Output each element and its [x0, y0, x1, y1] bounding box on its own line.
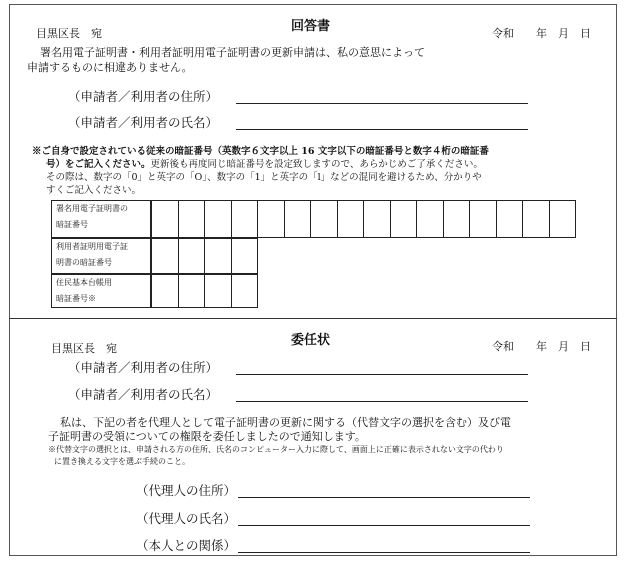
reply-title: 回答書: [291, 19, 331, 34]
pin-digit-box[interactable]: [204, 200, 232, 238]
agent-address-label: （代理人の住所）: [136, 483, 237, 498]
proxy-name-label: （申請者／利用者の氏名）: [68, 387, 219, 402]
proxy-body-line1: 私は、下記の者を代理人として電子証明書の更新に関する（代替文字の選択を含む）及び電: [60, 416, 511, 429]
proxy-date: 令和 年 月 日: [492, 340, 591, 353]
pin-digit-box[interactable]: [231, 238, 259, 274]
reply-name-field[interactable]: [236, 129, 528, 130]
pin-digit-box[interactable]: [310, 200, 338, 238]
proxy-note-line1: ※代替文字の選択とは、申請される方の住所、氏名のコンピューター入力に際して、画面上に正確に表示されない文字の代わり: [48, 445, 504, 454]
reply-address-field[interactable]: [236, 103, 528, 104]
pin-digit-box[interactable]: [257, 200, 285, 238]
agent-name-field[interactable]: [238, 525, 530, 526]
pin-digit-box[interactable]: [522, 200, 550, 238]
pin-digit-box[interactable]: [151, 200, 179, 238]
pin-digit-box[interactable]: [416, 200, 444, 238]
reply-note-line1: ※ご自身で設定されている従来の暗証番号（英数字６文字以上 16 文字以下の暗証番号と数字４桁の暗証番: [32, 146, 489, 157]
pin-digit-box[interactable]: [496, 200, 524, 238]
proxy-body-line2: 子証明書の受領についての権限を委任しましたので通知します。: [48, 430, 366, 443]
pin-digit-box[interactable]: [204, 274, 232, 308]
reply-note-line2-bold: 号）をご記入ください。: [46, 159, 151, 170]
reply-addressee: 目黒区長 宛: [36, 27, 102, 40]
reply-note-line4: すくご記入ください。: [46, 185, 142, 196]
pin-row-label-user-cert: [51, 238, 151, 274]
proxy-title: 委任状: [291, 333, 331, 348]
pin-digit-box[interactable]: [390, 200, 418, 238]
reply-intro-line1: 署名用電子証明書・利用者証明用電子証明書の更新申請は、私の意思によって: [40, 46, 425, 59]
proxy-addressee: 目黒区長 宛: [51, 342, 117, 355]
pin-digit-box[interactable]: [443, 200, 471, 238]
reply-note-line3: その際は、数字の「0」と英字の「O」、数字の「1」と英字の「l」などの混同を避けるため、分かりや: [46, 172, 482, 183]
pin-digit-box[interactable]: [151, 274, 179, 308]
pin-row-label-juki: [51, 274, 151, 308]
proxy-name-field[interactable]: [236, 401, 528, 402]
pin-digit-box[interactable]: [469, 200, 497, 238]
pin-digit-box[interactable]: [178, 274, 206, 308]
proxy-address-field[interactable]: [236, 374, 528, 375]
pin-row-label-line: 署名用電子証明書の: [56, 204, 128, 213]
pin-row-label-line: 住民基本台帳用: [56, 278, 112, 287]
pin-digit-box[interactable]: [178, 200, 206, 238]
pin-digit-box[interactable]: [363, 200, 391, 238]
pin-digit-box[interactable]: [231, 274, 259, 308]
pin-digit-box[interactable]: [284, 200, 312, 238]
section-divider: [9, 318, 617, 319]
pin-digit-box[interactable]: [178, 238, 206, 274]
reply-address-label: （申請者／利用者の住所）: [68, 89, 219, 104]
pin-digit-box[interactable]: [204, 238, 232, 274]
reply-note-line2-rest: 更新後も再度同じ暗証番号を設定致しますので、あらかじめご了承ください。: [150, 159, 483, 170]
pin-digit-box[interactable]: [151, 238, 179, 274]
pin-digit-box[interactable]: [231, 200, 259, 238]
reply-note-line2: [46, 156, 483, 170]
pin-row-label-line: 暗証番号※: [56, 294, 96, 303]
pin-digit-box[interactable]: [337, 200, 365, 238]
agent-address-field[interactable]: [238, 497, 530, 498]
agent-name-label: （代理人の氏名）: [136, 511, 237, 526]
reply-intro-line2: 申請するものに相違ありません。: [27, 61, 193, 74]
relation-label: （本人との関係）: [136, 538, 237, 553]
pin-row-label-line: 暗証番号: [56, 220, 88, 229]
reply-name-label: （申請者／利用者の氏名）: [68, 115, 219, 130]
proxy-address-label: （申請者／利用者の住所）: [68, 360, 219, 375]
pin-row-label-line: 利用者証明用電子証: [56, 242, 128, 251]
relation-field[interactable]: [238, 552, 530, 553]
proxy-note-line2: に置き換える文字を選ぶ手続のこと。: [54, 457, 190, 466]
reply-date: 令和 年 月 日: [492, 27, 591, 40]
pin-row-label-signature: [51, 200, 151, 238]
pin-digit-box[interactable]: [549, 200, 577, 238]
pin-row-label-line: 明書の暗証番号: [56, 258, 112, 267]
